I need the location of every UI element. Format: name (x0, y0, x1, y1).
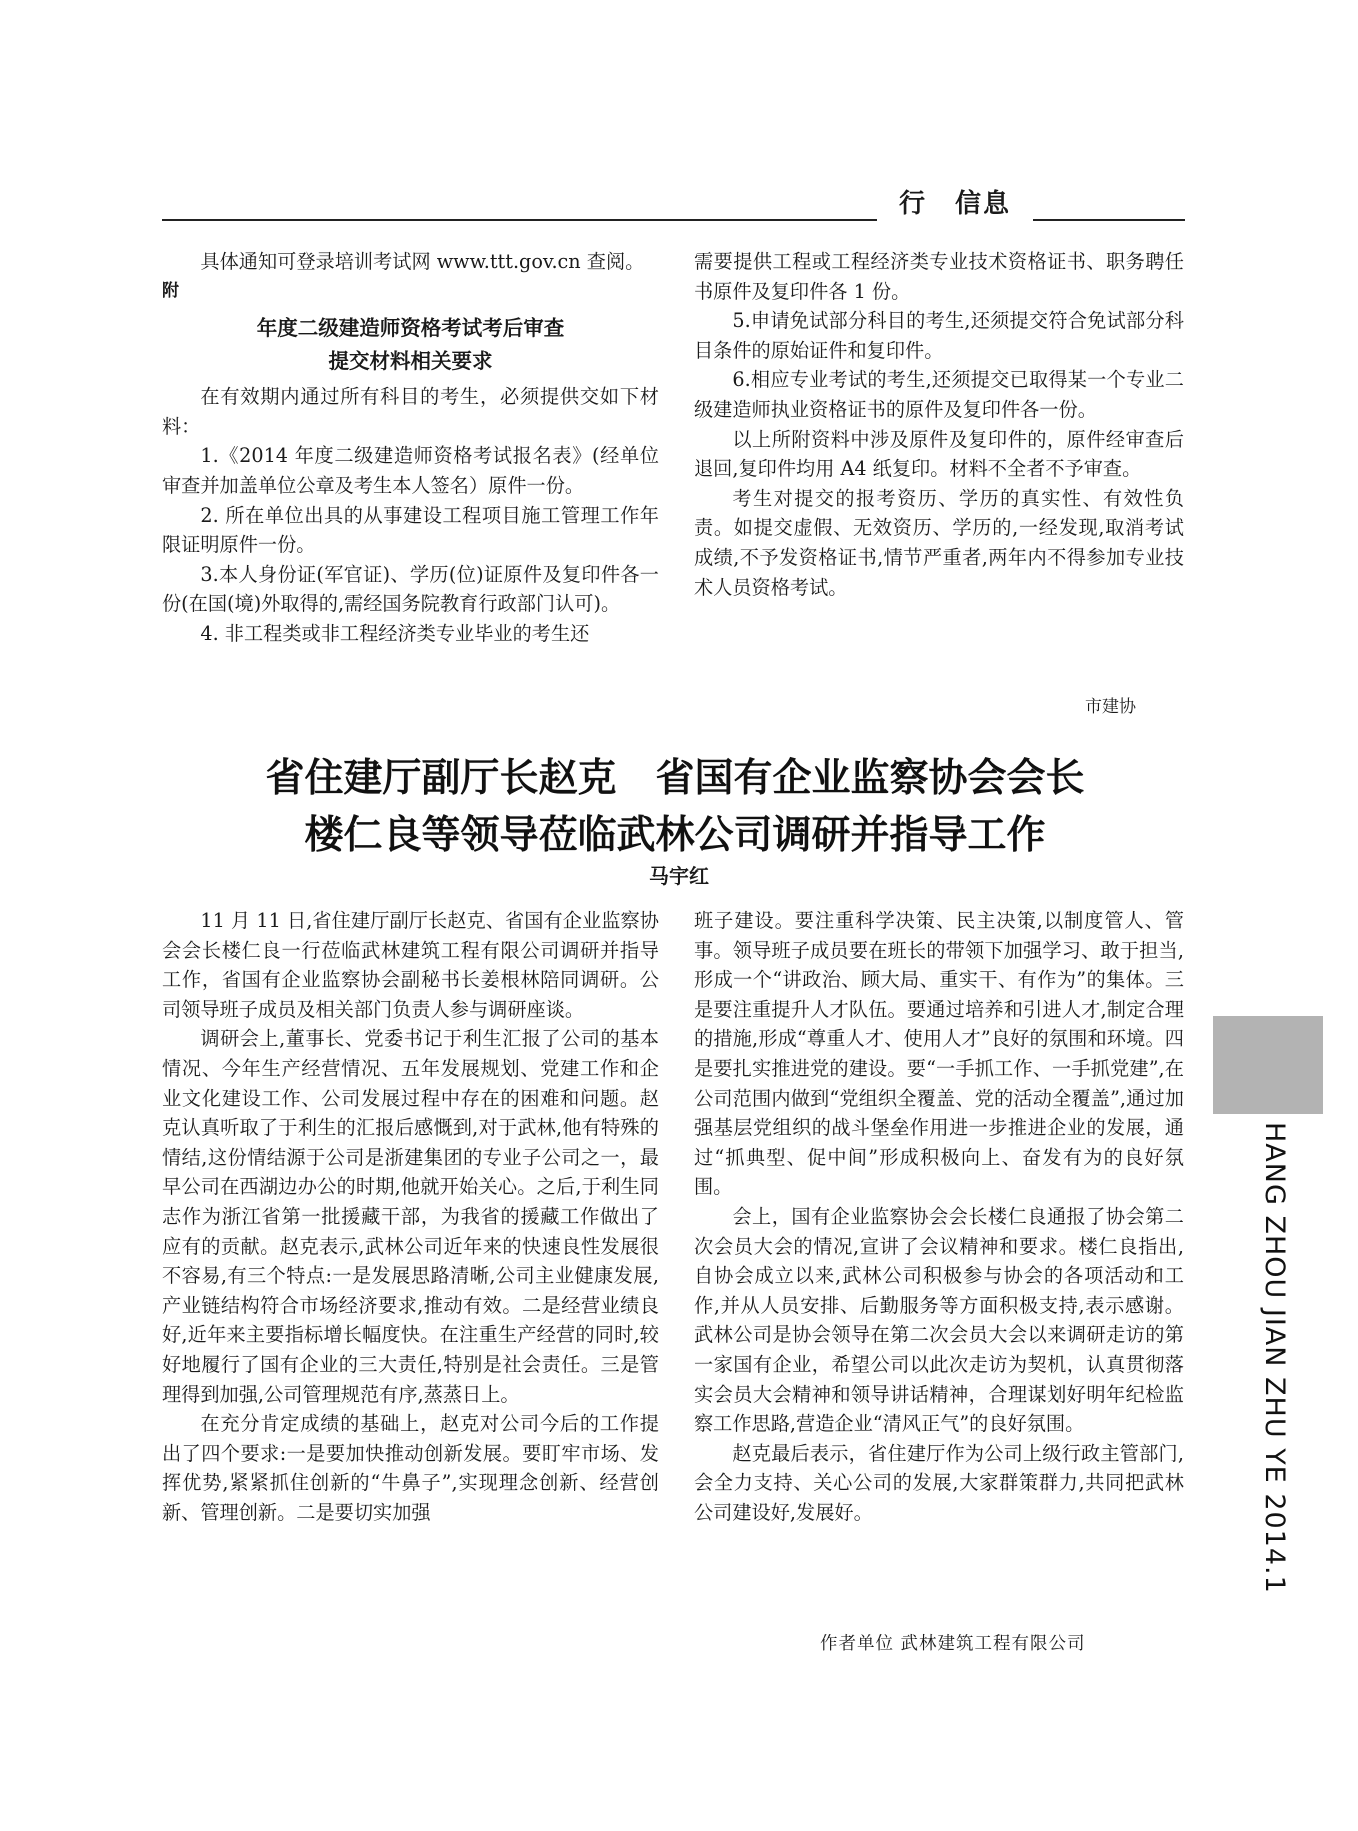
annex-paragraph: 1.《2014 年度二级建造师资格考试报名表》(经单位审查并加盖单位公章及考生本人签名）原件一份。 (162, 444, 659, 497)
annex-label: 附 (162, 280, 179, 301)
annex-paragraph: 在有效期内通过所有科目的考生，必须提供交如下材料： (162, 385, 659, 438)
annex-title-line1: 年度二级建造师资格考试考后审查 (256, 316, 565, 341)
section-title: 行 信息 (898, 189, 1011, 219)
article-paragraph: 赵克最后表示，省住建厅作为公司上级行政主管部门,会全力支持、关心公司的发展,大家群策群力,共同把武林公司建设好,发展好。 (694, 1441, 1184, 1524)
headline-line1: 省住建厅副厅长赵克 省国有企业监察协会会长 (265, 756, 1085, 801)
annex-title-line2: 提交材料相关要求 (328, 349, 493, 374)
article-paragraph: 在充分肯定成绩的基础上，赵克对公司今后的工作提出了四个要求:一是要加快推动创新发展。要盯牢市场、发挥优势,紧紧抓住创新的“牛鼻子”,实现理念创新、经营创新、管理创新。二是要切实加强 (162, 1412, 659, 1524)
annex-paragraph: 2. 所在单位出具的从事建设工程项目施工管理工作年限证明原件一份。 (162, 503, 659, 557)
journal-spine-label: HANG ZHOU JIAN ZHU YE 2014.1 (1259, 1122, 1290, 1594)
page-edge-tab (1213, 1016, 1323, 1114)
annex-continuation: 需要提供工程或工程经济类专业技术资格证书、职务聘任书原件及复印件各 1 份。 (694, 250, 1184, 303)
article-byline: 马宇红 (649, 864, 709, 888)
header-rule-right (1033, 219, 1185, 221)
top-intro-paragraph: 具体通知可登录培训考试网 www.ttt.gov.cn 查阅。 (200, 250, 645, 273)
annex-paragraph: 4. 非工程类或非工程经济类专业毕业的考生还 (200, 621, 590, 645)
headline-line2: 楼仁良等领导莅临武林公司调研并指导工作 (304, 813, 1046, 858)
main-article-left-column (162, 906, 659, 1527)
article-headline (160, 750, 1190, 864)
top-article-left-column (162, 247, 659, 649)
annex-paragraph: 以上所附资料中涉及原件及复印件的，原件经审查后退回,复印件均用 A4 纸复印。材料不全者不予审查。 (694, 427, 1184, 481)
article-paragraph: 调研会上,董事长、党委书记于利生汇报了公司的基本情况、今年生产经营情况、五年发展规划、党建工作和企业文化建设工作、公司发展过程中存在的困难和问题。赵克认真听取了于利生的汇报后感慨到,对于武林,他有特殊的情结,这份情结源于公司是浙建集团的专业子公司之一，最早公司在西湖边办公的时期,他就开始关心。之后,于利生同志作为浙江省第一批援藏干部，为我省的援藏工作做出了应有的贡献。赵克表示,武林公司近年来的快速良性发展很不容易,有三个特点:一是发展思路清晰,公司主业健康发展,产业链结构符合市场经济要求,推动有效。二是经营业绩良好,近年来主要指标增长幅度快。在注重生产经营的同时,较好地履行了国有企业的三大责任,特别是社会责任。三是管理得到加强,公司管理规范有序,蒸蒸日上。 (162, 1027, 659, 1406)
top-article-right-column (694, 247, 1184, 602)
author-affiliation: 作者单位 武林建筑工程有限公司 (820, 1634, 1086, 1654)
annex-paragraph: 考生对提交的报考资历、学历的真实性、有效性负责。如提交虚假、无效资历、学历的,一经发现,取消考试成绩,不予发资格证书,情节严重者,两年内不得参加专业技术人员资格考试。 (694, 486, 1184, 599)
annex-paragraph: 6.相应专业考试的考生,还须提交已取得某一个专业二级建造师执业资格证书的原件及复印件各一份。 (694, 368, 1184, 421)
main-article-right-column (694, 906, 1184, 1527)
article-paragraph: 11 月 11 日,省住建厅副厅长赵克、省国有企业监察协会会长楼仁良一行莅临武林建筑工程有限公司调研并指导工作，省国有企业监察协会副秘书长姜根林陪同调研。公司领导班子成员及相关部门负责人参与调研座谈。 (162, 909, 659, 1021)
top-article-signoff: 市建协 (1085, 697, 1136, 717)
header-rule-left (162, 219, 877, 221)
annex-paragraph: 3.本人身份证(军官证)、学历(位)证原件及复印件各一份(在国(境)外取得的,需经国务院教育行政部门认可)。 (162, 562, 659, 616)
article-paragraph: 会上，国有企业监察协会会长楼仁良通报了协会第二次会员大会的情况,宣讲了会议精神和要求。楼仁良指出,自协会成立以来,武林公司积极参与协会的各项活动和工作,并从人员安排、后勤服务等方面积极支持,表示感谢。武林公司是协会领导在第二次会员大会以来调研走访的第一家国有企业，希望公司以此次走访为契机，认真贯彻落实会员大会精神和领导讲话精神，合理谋划好明年纪检监察工作思路,营造企业“清风正气”的良好氛围。 (694, 1204, 1184, 1436)
article-continuation: 班子建设。要注重科学决策、民主决策,以制度管人、管事。领导班子成员要在班长的带领下加强学习、敢于担当,形成一个“讲政治、顾大局、重实干、有作为”的集体。三是要注重提升人才队伍。要通过培养和引进人才,制定合理的措施,形成“尊重人才、使用人才”良好的氛围和环境。四是要扎实推进党的建设。要“一手抓工作、一手抓党建”,在公司范围内做到“党组织全覆盖、党的活动全覆盖”,通过加强基层党组织的战斗堡垒作用进一步推进企业的发展，通过“抓典型、促中间”形成积极向上、奋发有为的良好氛围。 (694, 909, 1184, 1199)
annex-paragraph: 5.申请免试部分科目的考生,还须提交符合免试部分科目条件的原始证件和复印件。 (694, 309, 1184, 362)
